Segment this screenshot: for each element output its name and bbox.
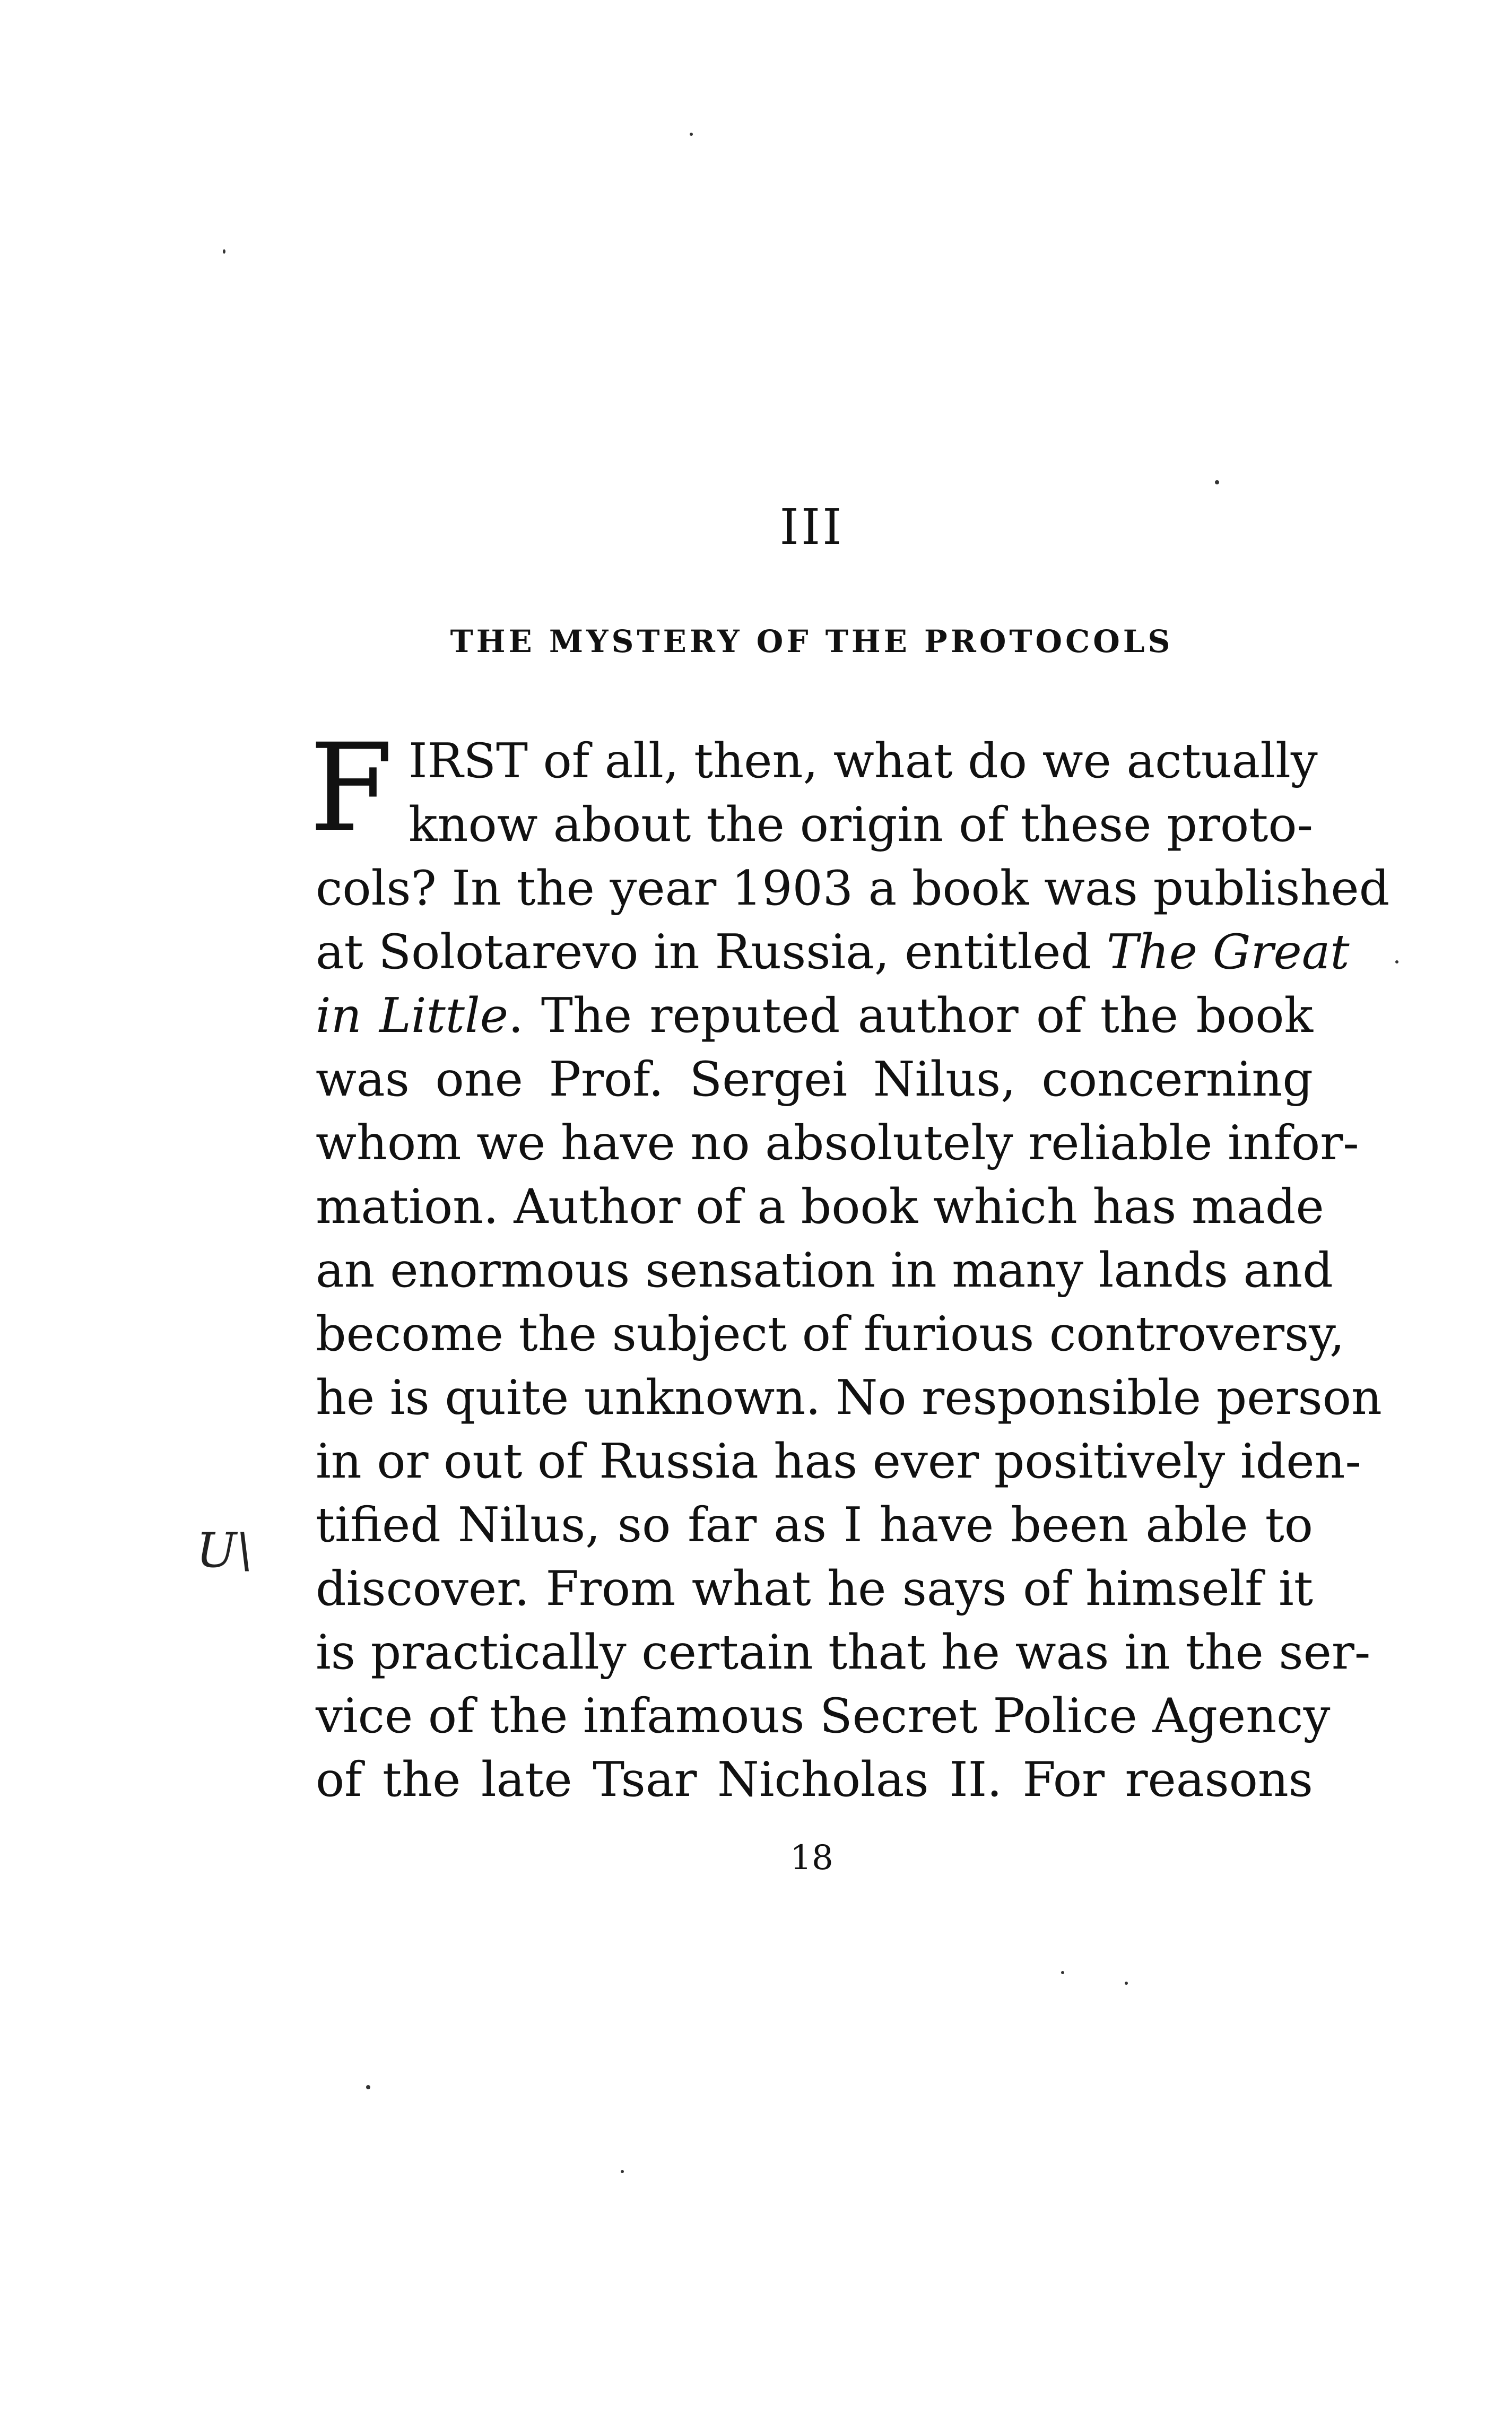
drop-cap: F xyxy=(309,717,394,858)
line-text: cols? In the year 1903 a book was published xyxy=(316,861,1390,916)
text-line xyxy=(316,1748,1313,1812)
line-text: vice of the infamous Secret Police Agency xyxy=(316,1688,1331,1744)
line-text: become the subject of furious controversy, xyxy=(316,1306,1345,1362)
text-line xyxy=(316,1112,1359,1175)
line-text: was one Prof. Sergei Nilus, concerning xyxy=(316,1052,1313,1107)
scan-speck xyxy=(1061,1971,1064,1974)
text-line xyxy=(316,1621,1371,1684)
text-line xyxy=(316,1239,1333,1302)
text-line xyxy=(316,1048,1313,1112)
scan-speck xyxy=(1395,960,1398,963)
line-text: mation. Author of a book which has made xyxy=(316,1179,1324,1235)
line-text: an enormous sensation in many lands and xyxy=(316,1243,1333,1298)
text-line xyxy=(316,1430,1361,1493)
text-line xyxy=(316,857,1390,921)
text-line xyxy=(316,921,1350,984)
chapter-number: III xyxy=(779,499,844,555)
text-line xyxy=(316,793,1313,857)
line-text: at Solotarevo in Russia, entitled xyxy=(316,924,1107,980)
line-text: tified Nilus, so far as I have been able to xyxy=(316,1497,1313,1553)
line-text: of the late Tsar Nicholas II. For reasons xyxy=(316,1752,1313,1808)
line-text: IRST of all, then, what do we actually xyxy=(409,733,1318,789)
scan-speck xyxy=(223,249,225,254)
line-text: in or out of Russia has ever positively iden- xyxy=(316,1434,1361,1489)
line-text: he is quite unknown. No responsible person xyxy=(316,1370,1382,1426)
line-text: know about the origin of these proto- xyxy=(409,797,1313,853)
text-line xyxy=(316,1557,1313,1621)
text-line xyxy=(316,1175,1324,1239)
scan-speck xyxy=(621,2170,624,2173)
chapter-title: THE MYSTERY OF THE PROTOCOLS xyxy=(450,623,1174,659)
text-line xyxy=(316,1302,1345,1366)
body-paragraph xyxy=(309,717,1390,1812)
book-title-italic: The Great xyxy=(1106,924,1350,980)
handwritten-margin-mark: U\ xyxy=(196,1523,253,1578)
scan-speck xyxy=(366,2085,370,2089)
line-text: discover. From what he says of himself it xyxy=(316,1561,1313,1617)
book-title-italic: in Little xyxy=(316,988,508,1044)
scan-speck xyxy=(1215,480,1219,484)
text-line xyxy=(316,1366,1382,1430)
line-text: whom we have no absolutely reliable infor- xyxy=(316,1115,1359,1171)
text-line xyxy=(316,1493,1313,1557)
text-line xyxy=(316,984,1313,1048)
scan-speck xyxy=(1125,1982,1128,1985)
text-line xyxy=(316,1684,1331,1748)
scan-speck xyxy=(690,133,693,136)
page-number: 18 xyxy=(790,1838,833,1878)
line-text: . The reputed author of the book xyxy=(508,988,1313,1044)
line-text: is practically certain that he was in the ser- xyxy=(316,1625,1371,1680)
